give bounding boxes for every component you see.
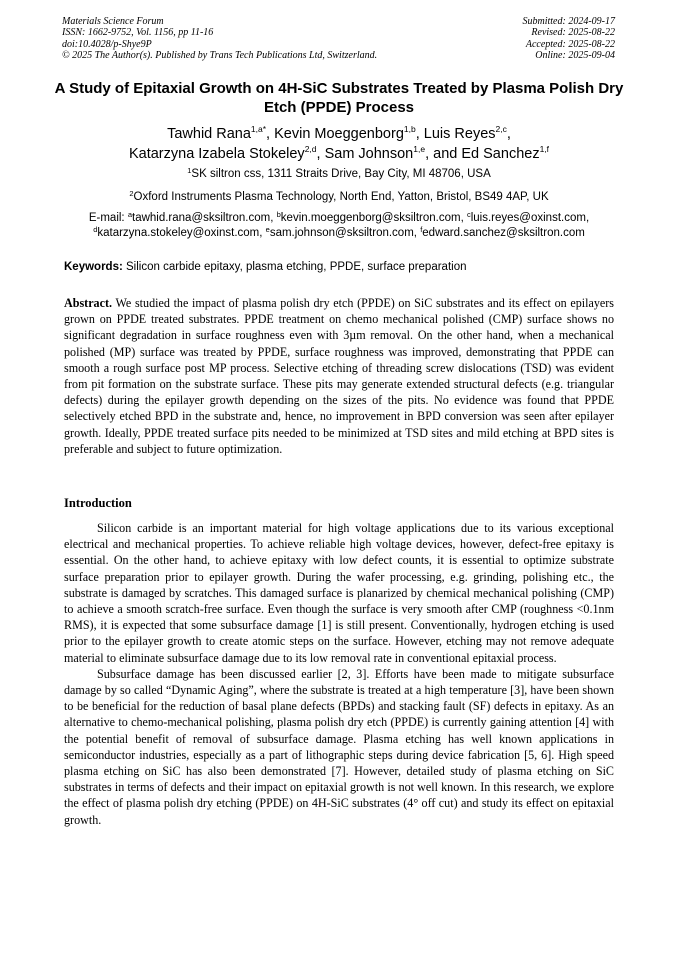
author-sup: 1,f bbox=[539, 144, 550, 154]
author-name: Ed Sanchez bbox=[461, 146, 540, 162]
keywords-label: Keywords: bbox=[64, 261, 123, 273]
email-address[interactable]: edward.sanchez@sksiltron.com bbox=[422, 226, 585, 239]
journal-info bbox=[62, 16, 377, 61]
email-sup: b bbox=[276, 210, 281, 219]
affiliation-sup: 2 bbox=[129, 189, 134, 198]
author-line-2: Katarzyna Izabela Stokeley$^{2,d}$, Sam Johnson$^{1,e}$, and Ed Sanchez$^{1,f}$ bbox=[128, 144, 550, 162]
email-address[interactable]: luis.reyes@oxinst.com bbox=[470, 212, 586, 224]
email-sup: e bbox=[265, 224, 270, 234]
keywords bbox=[64, 260, 624, 274]
email-list bbox=[40, 211, 638, 240]
introduction-heading: Introduction bbox=[64, 496, 132, 510]
date-accepted: Accepted: 2025-08-22 bbox=[525, 38, 615, 50]
author-name: Luis Reyes bbox=[423, 126, 496, 142]
email-sup: c bbox=[466, 210, 471, 219]
introduction-body bbox=[64, 520, 614, 828]
author-line-1: Tawhid Rana$^{1,a*}$, Kevin Moeggenborg$^{1,b}$, Luis Reyes$^{2,c}$, bbox=[167, 124, 511, 142]
email-sup: a bbox=[127, 210, 132, 219]
abstract bbox=[64, 295, 614, 457]
author-sup: 2,d bbox=[304, 144, 317, 154]
email-line-1: E-mail: $^a$tawhid.rana@sksiltron.com, $^b$kevin.moeggenborg@sksiltron.com, $^c$luis.reyes@oxinst.com, bbox=[88, 210, 590, 224]
date-revised: Revised: 2025-08-22 bbox=[531, 27, 615, 39]
author-sup: 2,c bbox=[495, 124, 507, 134]
affiliation-text: Oxford Instruments Plasma Technology, North End, Yatton, Bristol, BS49 4AP, UK bbox=[133, 191, 549, 203]
email-address[interactable]: kevin.moeggenborg@sksiltron.com bbox=[280, 212, 461, 224]
journal-name: Materials Science Forum bbox=[62, 16, 164, 27]
author-sup: 1,a* bbox=[250, 124, 267, 134]
journal-issn: ISSN: 1662-9752, Vol. 1156, pp 11-16 bbox=[62, 27, 214, 39]
author-sup: 1,b bbox=[403, 124, 416, 134]
email-sup: f bbox=[420, 224, 423, 234]
author-sup: 1,e bbox=[413, 144, 426, 154]
date-online: Online: 2025-09-04 bbox=[535, 49, 615, 61]
paragraph: Subsurface damage has been discussed earlier [2, 3]. Efforts have been made to mitigate subsurface damage by so called “Dynamic Aging”, where the substrate is treated at a high temperature [3], have been shown to be beneficial for the reduction of basal plane defects (BPDs) and stacking fault (SF) defects in epitaxy. As an alternative to chemo-mechanical polishing, plasma polish dry etch (PPDE) is currently gaining attention [4] with the potential benefit of removal of subsurface damage. Plasma etching has well known applications in semiconductor industries, especially as a part of lithographic steps during device fabrication [5, 6]. High speed plasma etching on SiC has also been demonstrated [7]. However, detailed study of plasma etching on SiC substrates in terms of defects and their impact on epitaxial growth is not well known. In this research, we explore the effect of plasma polish dry etching (PPDE) on 4H-SiC substrates (4° off cut) and study its effect on epitaxial growth. bbox=[64, 666, 614, 827]
email-sup: d bbox=[93, 224, 98, 234]
date-submitted: Submitted: 2024-09-17 bbox=[522, 16, 615, 27]
affiliation-1 bbox=[40, 167, 638, 181]
email-line-2: $^d$katarzyna.stokeley@oxinst.com, $^e$sam.johnson@sksiltron.com, $^f$edward.sanchez@sksiltron.com bbox=[93, 224, 585, 239]
author-list bbox=[40, 124, 638, 164]
author-name: Tawhid Rana bbox=[167, 126, 251, 142]
copyright-line: © 2025 The Author(s). Published by Trans Tech Publications Ltd, Switzerland. bbox=[62, 49, 378, 61]
publication-dates bbox=[523, 16, 616, 61]
author-name: Kevin Moeggenborg bbox=[274, 126, 404, 142]
email-address[interactable]: katarzyna.stokeley@oxinst.com bbox=[97, 226, 260, 239]
paragraph: Silicon carbide is an important material for high voltage applications due to its various exceptional electrical and mechanical properties. To achieve reliable high voltage devices, however, defect-free epitaxy is essential. On the other hand, to achieve epitaxy with low defect counts, it is essential to optimize substrate surface preparation prior to epilayer growth. During the wafer processing, e.g. grinding, polishing etc., the substrate is damaged by scratches. This damaged surface is planarized by chemical mechanical polishing (CMP) to achieve a smooth scratch-free surface. Even though the surface is very smooth after CMP (roughness <0.1nm RMS), it is expected that some subsurface damage [1] is still present. Conventionally, hydrogen etching is used prior to the epilayer growth to create atomic steps on the surface. However, etching may not remove adequate material to eliminate subsurface damage due to its low removal rate in conventional epitaxial process. bbox=[64, 521, 614, 665]
author-name: Katarzyna Izabela Stokeley bbox=[128, 146, 305, 162]
author-name: Sam Johnson bbox=[324, 146, 414, 162]
email-address[interactable]: tawhid.rana@sksiltron.com bbox=[132, 212, 271, 224]
abstract-text: We studied the impact of plasma polish dry etch (PPDE) on SiC substrates and its effect on epilayers grown on PPDE treated substrates. PPDE treatment on chemo mechanical polished (CMP) surface shows no significant degradation in surface roughness even with 3µm removal. On the other hand, when a mechanical polished (MP) surface was treated by PPDE, surface roughness was improved, demonstrating that PPDE can smooth a rough surface post MP process. Selective etching of threading screw dislocations (TSD) was evident from pit formation on the substrate surface. These pits may generate extended structural defects (e.g. triangular defects) during the epilayer growth depending on the sizes of the pits. No evidence was found that PPDE selectively etched BPD in the substrate and, hence, no improvement in BPD conversion was seen after epilayer growth. Ideally, PPDE treated surface pits needed to be minimized at TSD sites and mild etching at BPD sites is preferable and subject to future optimization. bbox=[64, 296, 614, 456]
paper-title: A Study of Epitaxial Growth on 4H-SiC Substrates Treated by Plasma Polish Dry Etch (PPDE) Process bbox=[54, 80, 624, 116]
affiliation-text: SK siltron css, 1311 Straits Drive, Bay City, MI 48706, USA bbox=[191, 168, 491, 180]
keywords-text: Silicon carbide epitaxy, plasma etching, PPDE, surface preparation bbox=[126, 261, 467, 273]
affiliation-2 bbox=[40, 190, 638, 204]
affiliation-sup: 1 bbox=[187, 166, 192, 175]
author-conjunction: and bbox=[433, 146, 458, 162]
journal-doi: doi:10.4028/p-Shye9P bbox=[62, 38, 152, 50]
abstract-label: Abstract. bbox=[64, 296, 113, 310]
email-label: E-mail: bbox=[88, 212, 125, 224]
email-address[interactable]: sam.johnson@sksiltron.com bbox=[269, 226, 414, 239]
